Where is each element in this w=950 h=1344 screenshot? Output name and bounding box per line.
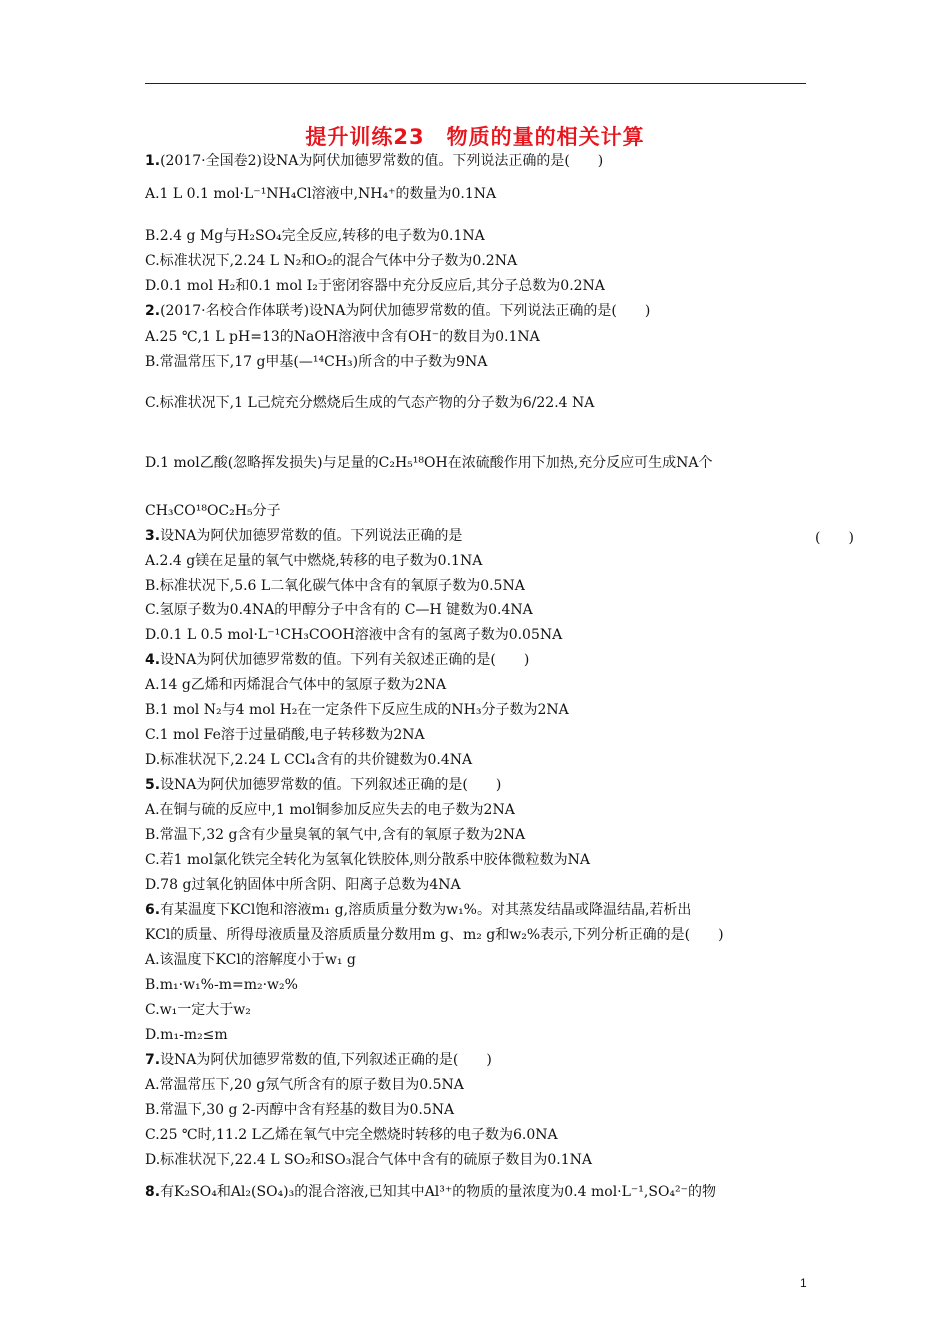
question-number: 8. (145, 1184, 161, 1200)
line-text: KCl的质量、所得母液质量及溶质质量分数用m g、m₂ g和w₂%表示,下列分析正确的是( ) (145, 927, 724, 943)
option-line (145, 227, 485, 245)
line-text: 有K₂SO₄和Al₂(SO₄)₃的混合溶液,已知其中Al³⁺的物质的量浓度为0.4 mol·L⁻¹,SO₄²⁻的物 (160, 1184, 717, 1200)
line-text: D.78 g过氧化钠固体中所含阴、阳离子总数为4NA (145, 877, 461, 893)
line-text: A.2.4 g镁在足量的氧气中燃烧,转移的电子数为0.1NA (145, 553, 483, 569)
question-number: 6. (145, 902, 161, 918)
line-text: A.1 L 0.1 mol·L⁻¹NH₄Cl溶液中,NH₄⁺的数量为0.1NA (145, 186, 497, 202)
question-number: 4. (145, 652, 161, 668)
question-stem (145, 1051, 492, 1069)
question-stem (145, 527, 462, 545)
line-text: C.25 ℃时,11.2 L乙烯在氧气中完全燃烧时转移的电子数为6.0NA (145, 1127, 558, 1143)
question-stem (145, 152, 603, 170)
question-stem (145, 776, 501, 794)
option-line (145, 252, 517, 270)
question-number: 5. (145, 777, 161, 793)
option-line (145, 502, 281, 520)
option-line (145, 676, 446, 694)
option-line (145, 577, 525, 595)
question-number: 2. (145, 303, 161, 319)
option-line (145, 626, 562, 644)
line-text: A.该温度下KCl的溶解度小于w₁ g (145, 952, 356, 968)
line-text: B.常温下,32 g含有少量臭氧的氧气中,含有的氧原子数为2NA (145, 827, 526, 843)
option-line (145, 926, 724, 944)
question-stem (145, 901, 691, 919)
option-line (145, 353, 487, 371)
line-text: D.0.1 mol H₂和0.1 mol I₂于密闭容器中充分反应后,其分子总数为0.2NA (145, 278, 605, 294)
line-text: (2017·全国卷2)设NA为阿伏加德罗常数的值。下列说法正确的是( ) (160, 153, 604, 169)
line-text: D.0.1 L 0.5 mol·L⁻¹CH₃COOH溶液中含有的氢离子数为0.05NA (145, 627, 563, 643)
question-number: 3. (145, 528, 161, 544)
line-text: B.常温下,30 g 2-丙醇中含有羟基的数目为0.5NA (145, 1102, 455, 1118)
line-text: B.标准状况下,5.6 L二氧化碳气体中含有的氧原子数为0.5NA (145, 578, 525, 594)
option-line (145, 851, 590, 869)
line-text: D.m₁-m₂≤m (145, 1027, 228, 1043)
option-line (145, 185, 496, 203)
line-text: B.1 mol N₂与4 mol H₂在一定条件下反应生成的NH₃分子数为2NA (145, 702, 569, 718)
line-text: D.标准状况下,22.4 L SO₂和SO₃混合气体中含有的硫原子数目为0.1NA (145, 1152, 592, 1168)
option-line (145, 328, 540, 346)
header-rule (145, 83, 806, 84)
line-text: 设NA为阿伏加德罗常数的值。下列有关叙述正确的是( ) (160, 652, 530, 668)
option-line (145, 1151, 592, 1169)
option-line (145, 976, 298, 994)
line-text: B.常温常压下,17 g甲基(—¹⁴CH₃)所含的中子数为9NA (145, 354, 488, 370)
line-text: C.1 mol Fe溶于过量硝酸,电子转移数为2NA (145, 727, 425, 743)
question-stem (145, 651, 529, 669)
line-text: 有某温度下KCl饱和溶液m₁ g,溶质质量分数为w₁%。对其蒸发结晶或降温结晶,若析出 (160, 902, 692, 918)
answer-parenthesis: ( ) (815, 530, 854, 546)
line-text: A.常温常压下,20 g氖气所含有的原子数目为0.5NA (145, 1077, 464, 1093)
question-stem (145, 1183, 716, 1201)
option-line (145, 876, 461, 894)
line-text: C.标准状况下,1 L己烷充分燃烧后生成的气态产物的分子数为6/22.4 NA (145, 395, 595, 411)
option-line (145, 751, 472, 769)
line-text: D.1 mol乙酸(忽略挥发损失)与足量的C₂H₅¹⁸OH在浓硫酸作用下加热,充分反应可生成NA个 (145, 455, 713, 471)
page-number: 1 (800, 1276, 807, 1290)
option-line (145, 1001, 251, 1019)
question-stem (145, 302, 650, 320)
line-text: C.w₁一定大于w₂ (145, 1002, 251, 1018)
line-text: C.氢原子数为0.4NA的甲醇分子中含有的 C—H 键数为0.4NA (145, 602, 533, 618)
line-text: CH₃CO¹⁸OC₂H₅分子 (145, 503, 281, 519)
line-text: 设NA为阿伏加德罗常数的值。下列叙述正确的是( ) (160, 777, 502, 793)
option-line (145, 552, 482, 570)
line-text: A.25 ℃,1 L pH=13的NaOH溶液中含有OH⁻的数目为0.1NA (145, 329, 540, 345)
option-line (145, 726, 425, 744)
option-line (145, 701, 569, 719)
line-text: (2017·名校合作体联考)设NA为阿伏加德罗常数的值。下列说法正确的是( ) (160, 303, 651, 319)
option-line (145, 1076, 464, 1094)
option-line (145, 1126, 558, 1144)
option-line (145, 826, 525, 844)
option-line (145, 1026, 228, 1044)
line-text: B.m₁·w₁%-m=m₂·w₂% (145, 977, 298, 993)
option-line (145, 801, 515, 819)
option-line (145, 601, 533, 619)
line-text: B.2.4 g Mg与H₂SO₄完全反应,转移的电子数为0.1NA (145, 228, 485, 244)
line-text: 设NA为阿伏加德罗常数的值。下列说法正确的是 (160, 528, 463, 544)
option-line (145, 951, 356, 969)
line-text: C.若1 mol氯化铁完全转化为氢氧化铁胶体,则分散系中胶体微粒数为NA (145, 852, 591, 868)
line-text: A.14 g乙烯和丙烯混合气体中的氢原子数为2NA (145, 677, 447, 693)
question-number: 7. (145, 1052, 161, 1068)
line-text: C.标准状况下,2.24 L N₂和O₂的混合气体中分子数为0.2NA (145, 253, 518, 269)
line-text: A.在铜与硫的反应中,1 mol铜参加反应失去的电子数为2NA (145, 802, 515, 818)
line-text: 设NA为阿伏加德罗常数的值,下列叙述正确的是( ) (160, 1052, 492, 1068)
question-number: 1. (145, 153, 161, 169)
option-line (145, 394, 594, 412)
line-text: D.标准状况下,2.24 L CCl₄含有的共价键数为0.4NA (145, 752, 473, 768)
option-line (145, 454, 713, 472)
option-line (145, 1101, 454, 1119)
option-line (145, 277, 605, 295)
page-title: 提升训练23 物质的量的相关计算 (305, 125, 645, 149)
